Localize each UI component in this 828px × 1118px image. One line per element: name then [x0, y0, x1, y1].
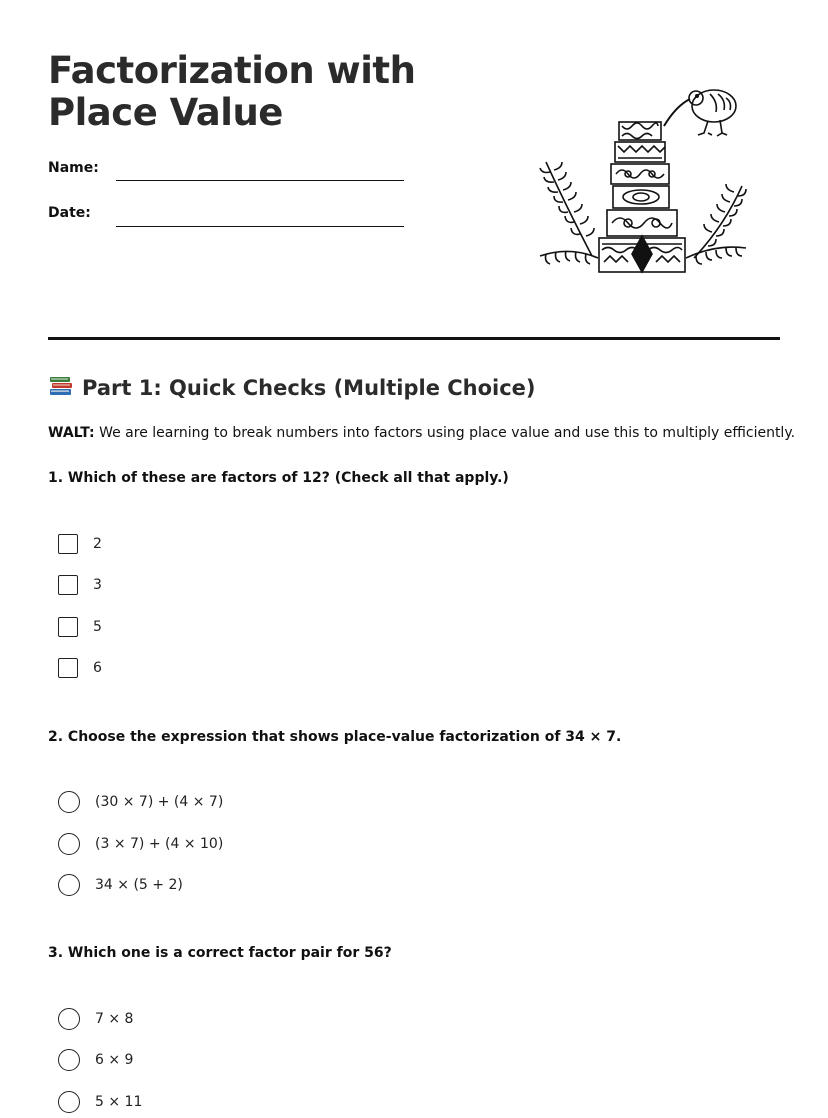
checkbox[interactable]	[58, 575, 78, 595]
date-field-line[interactable]	[116, 226, 404, 227]
option-label: 3	[93, 577, 102, 593]
radio-button[interactable]	[58, 874, 80, 896]
radio-button[interactable]	[58, 833, 80, 855]
q1-option-6[interactable]	[58, 656, 102, 680]
page-title: Factorization with Place Value	[48, 49, 416, 134]
walt-text: We are learning to break numbers into factors using place value and use this to multiply efficiently.	[94, 425, 796, 441]
pou-carving	[599, 122, 685, 272]
radio-button[interactable]	[58, 1049, 80, 1071]
kiwi-bird-icon	[664, 90, 736, 136]
q2-option-c[interactable]	[58, 873, 183, 897]
walt-label: WALT:	[48, 425, 95, 441]
name-field-line[interactable]	[116, 180, 404, 181]
question-1: 1. Which of these are factors of 12? (Check all that apply.)	[48, 470, 509, 486]
option-label: 5	[93, 619, 102, 635]
q3-option-c[interactable]	[58, 1090, 142, 1114]
q2-option-a[interactable]	[58, 790, 223, 814]
checkbox[interactable]	[58, 658, 78, 678]
option-label: 7 × 8	[95, 1011, 134, 1027]
books-icon	[48, 374, 74, 398]
option-label: 34 × (5 + 2)	[95, 877, 183, 893]
option-label: 2	[93, 536, 102, 552]
walt-statement	[48, 425, 795, 441]
checkbox[interactable]	[58, 617, 78, 637]
radio-button[interactable]	[58, 1008, 80, 1030]
part1-title-text: Part 1: Quick Checks (Multiple Choice)	[82, 376, 536, 400]
question-3: 3. Which one is a correct factor pair for 56?	[48, 945, 392, 961]
option-label: (30 × 7) + (4 × 7)	[95, 794, 224, 810]
q3-option-a[interactable]	[58, 1007, 133, 1031]
option-label: (3 × 7) + (4 × 10)	[95, 836, 224, 852]
option-label: 6 × 9	[95, 1052, 134, 1068]
name-label: Name:	[48, 160, 99, 176]
date-label: Date:	[48, 205, 91, 221]
q3-option-b[interactable]	[58, 1048, 133, 1072]
q1-option-3[interactable]	[58, 573, 102, 597]
option-label: 5 × 11	[95, 1094, 143, 1110]
question-2: 2. Choose the expression that shows place-value factorization of 34 × 7.	[48, 729, 622, 745]
checkbox[interactable]	[58, 534, 78, 554]
left-fern-icon	[540, 162, 598, 264]
radio-button[interactable]	[58, 1091, 80, 1113]
q2-option-b[interactable]	[58, 832, 223, 856]
q1-option-2[interactable]	[58, 532, 102, 556]
worksheet-page	[48, 0, 796, 1118]
option-label: 6	[93, 660, 102, 676]
radio-button[interactable]	[58, 791, 80, 813]
part1-title	[48, 374, 536, 400]
kiwi-pou-illustration	[536, 86, 750, 282]
q1-option-5[interactable]	[58, 615, 102, 639]
section-divider	[48, 337, 780, 340]
right-fern-icon	[686, 184, 746, 264]
